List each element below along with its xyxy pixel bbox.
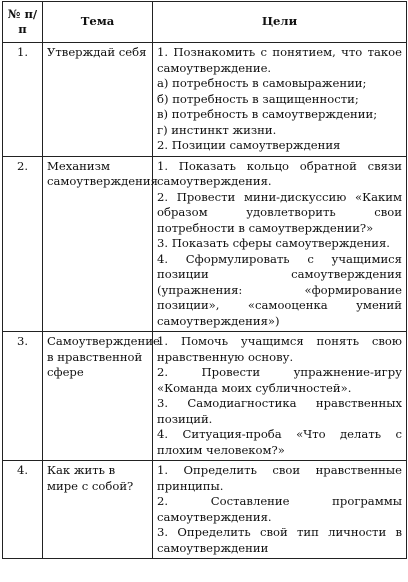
- goal-line: 3. Показать сферы самоутверждения.: [157, 236, 390, 250]
- row-goals: [153, 332, 407, 461]
- lesson-plan-table: [2, 1, 407, 559]
- row-topic: Самоутверждение в нравственной сфере: [43, 332, 153, 461]
- goal-line: 3. Определить свой тип личности в самоутверждении: [157, 525, 402, 555]
- table-row: [3, 332, 407, 461]
- goal-line: 4. Сформулировать с учащимися позиции самоутверждения (упражнения: «формирование позиции», «самооценка умений самоутверждения»): [157, 251, 402, 328]
- row-topic: Утверждай себя: [43, 43, 153, 157]
- goal-line: 1. Помочь учащимся понять свою нравственную основу.: [157, 334, 402, 364]
- table-row: [3, 43, 407, 157]
- row-number: 1.: [3, 43, 43, 157]
- row-number: 2.: [3, 156, 43, 332]
- goal-line: а) потребность в самовыражении;: [157, 76, 367, 90]
- header-number: № п/п: [3, 2, 43, 43]
- goal-line: б) потребность в защищенности;: [157, 91, 359, 106]
- goal-line: 3. Самодиагностика нравственных позиций.: [157, 396, 402, 426]
- row-topic: Как жить в мире с собой?: [43, 461, 153, 559]
- goal-line: 2. Составление программы самоутверждения.: [157, 494, 402, 524]
- goal-line: 2. Провести упражнение-игру «Команда моих субличностей».: [157, 365, 402, 395]
- table-row: [3, 461, 407, 559]
- goal-line: в) потребность в самоутверждении;: [157, 107, 378, 121]
- row-topic: Механизм самоутверждения: [43, 156, 153, 332]
- goal-line: 1. Определить свои нравственные принципы.: [157, 463, 402, 493]
- goal-line: 2. Позиции самоутверждения: [157, 138, 341, 152]
- goal-line: г) инстинкт жизни.: [157, 122, 277, 137]
- table-row: [3, 156, 407, 332]
- header-topic: Тема: [43, 2, 153, 43]
- row-number: 4.: [3, 461, 43, 559]
- row-goals: [153, 461, 407, 559]
- goal-line: 1. Познакомить с понятием, что такое самоутверждение.: [157, 45, 402, 75]
- goal-line: 4. Ситуация-проба «Что делать с плохим человеком?»: [157, 427, 402, 457]
- goal-line: 2. Провести мини-дискуссию «Каким образом удовлетворить свои потребности в самоутверждении?»: [157, 189, 402, 235]
- row-goals: [153, 156, 407, 332]
- table-header-row: [3, 2, 407, 43]
- row-goals: [153, 43, 407, 157]
- row-number: 3.: [3, 332, 43, 461]
- header-goals: Цели: [153, 2, 407, 43]
- goal-line: 1. Показать кольцо обратной связи самоутверждения.: [157, 158, 402, 188]
